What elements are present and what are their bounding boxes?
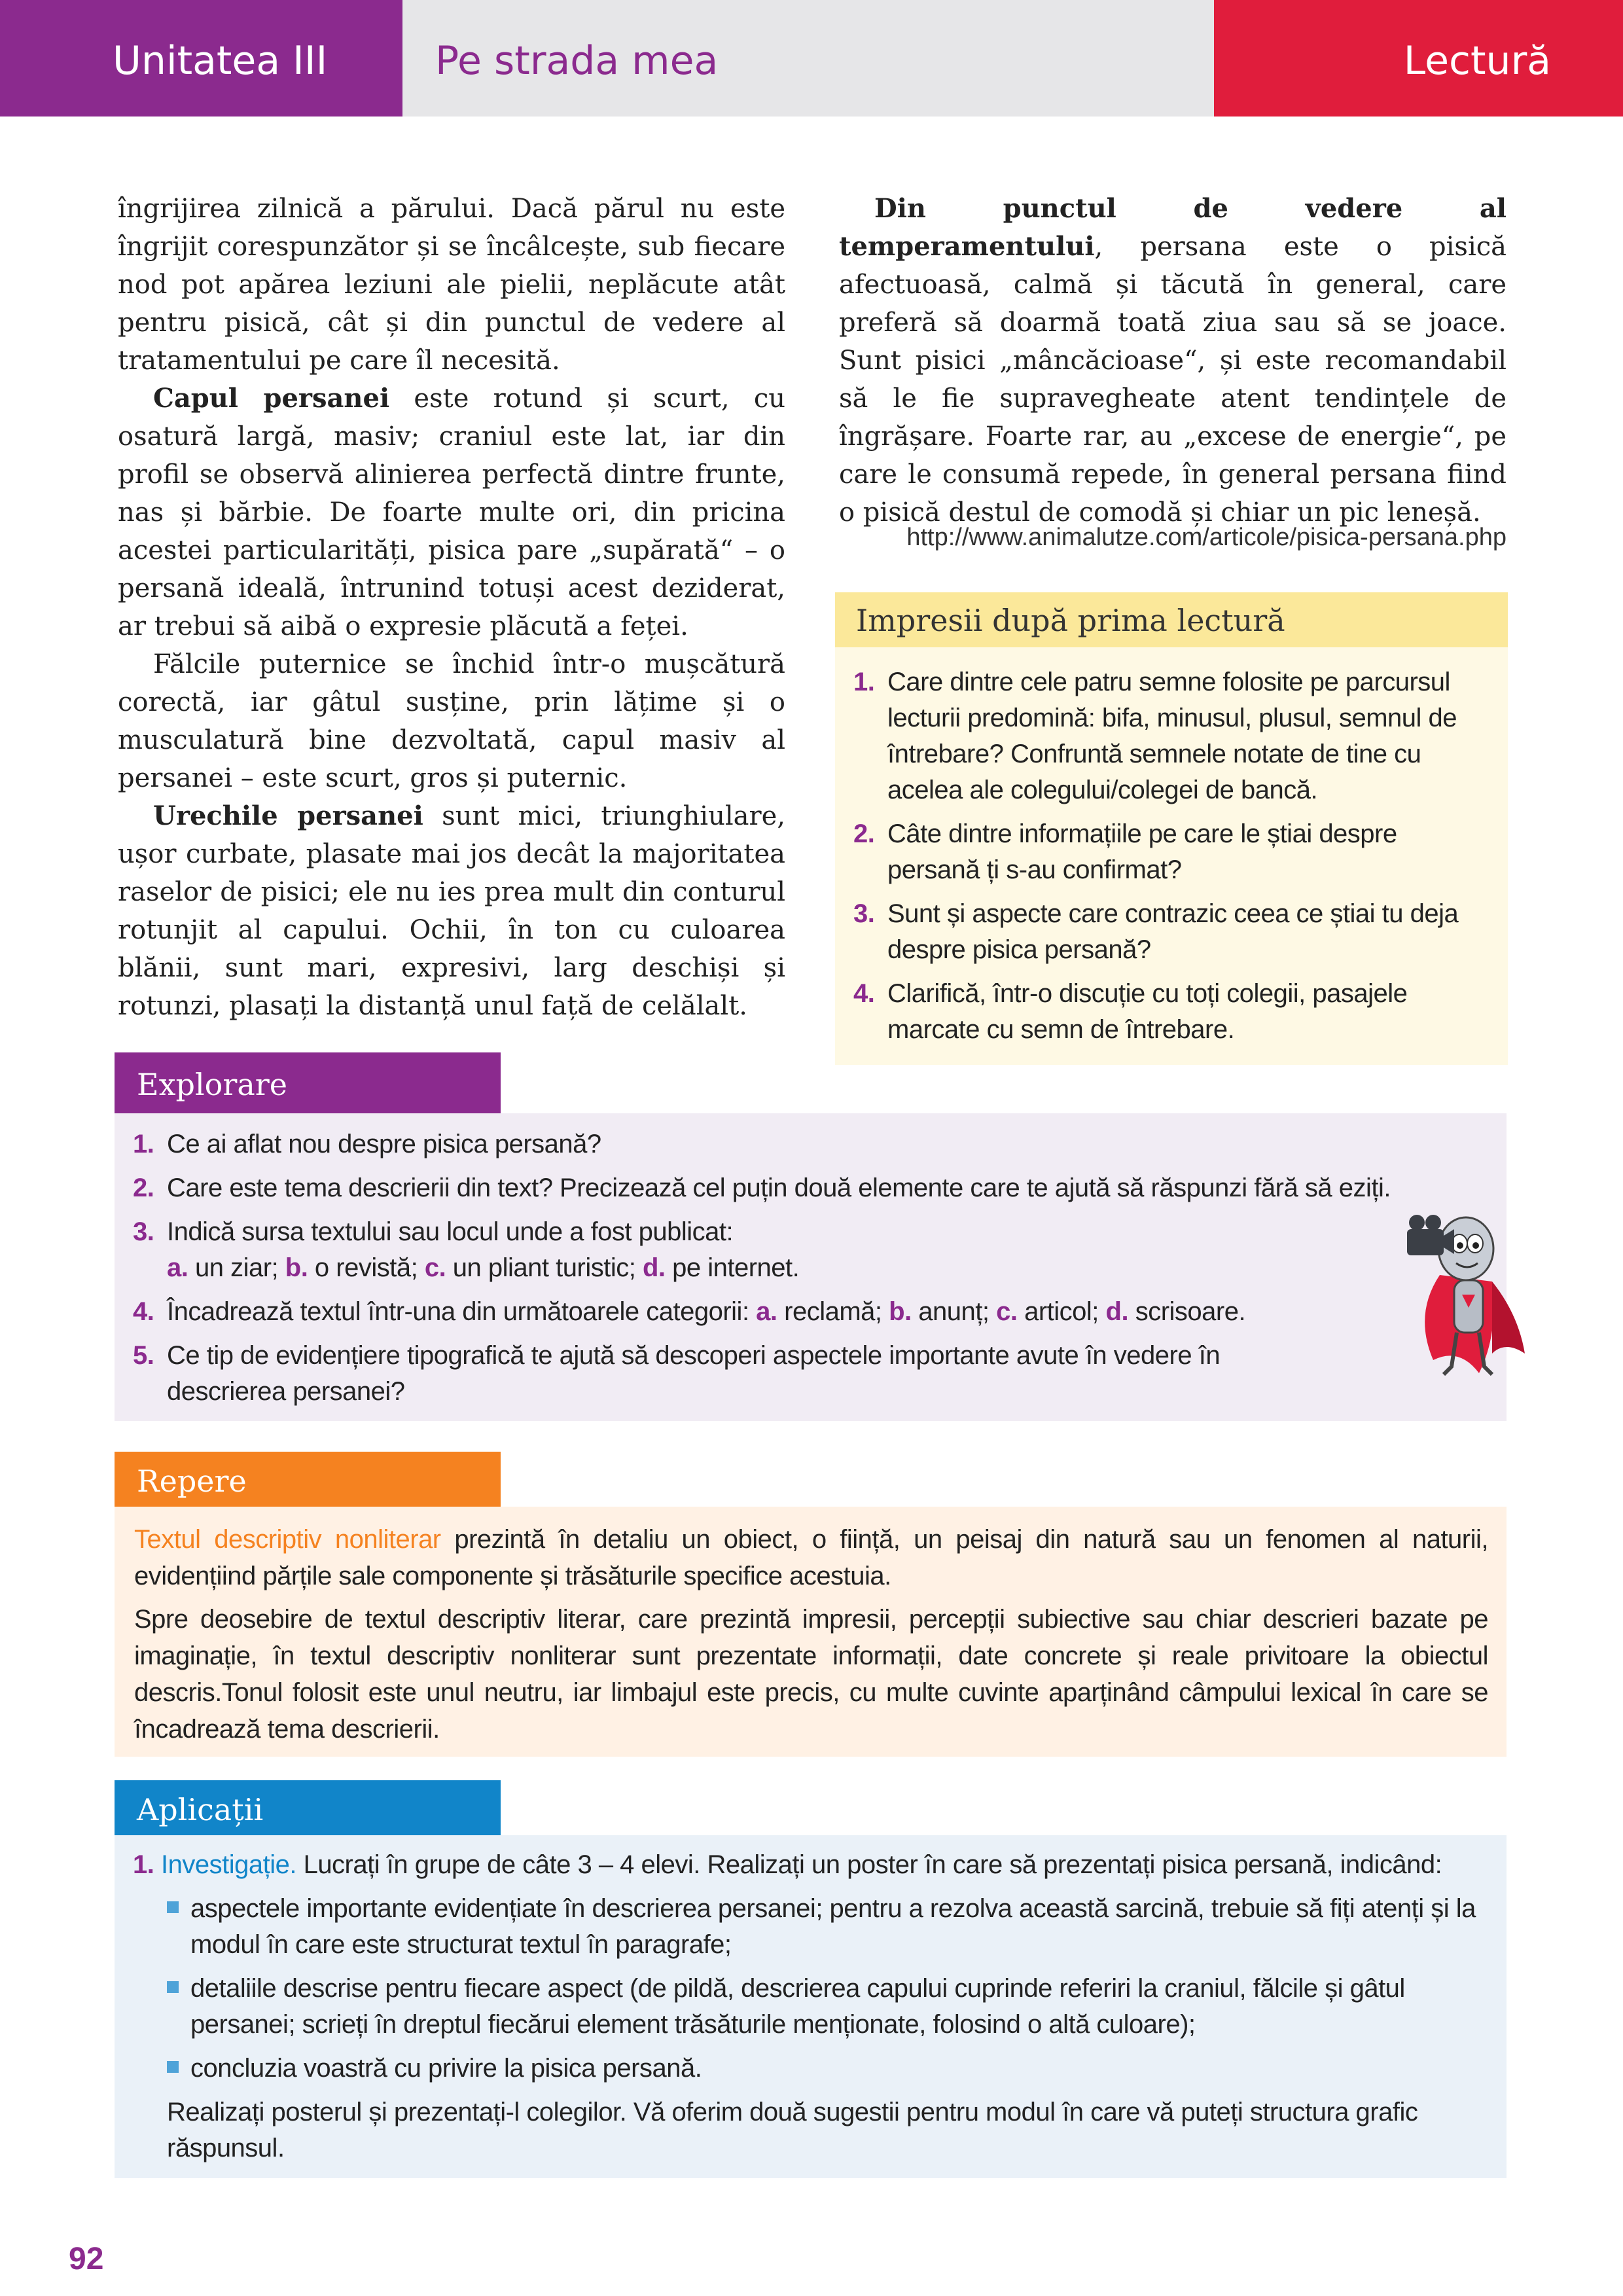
question-text: Indică sursa textului sau locul unde a fost publicat: bbox=[167, 1217, 734, 1246]
paragraph: Fălcile puternice se închid într-o mușcătură corectă, iar gâtul susține, prin lățime și o musculatură bine dezvoltată, capul masiv al persanei – este scurt, gros și puternic. bbox=[118, 649, 785, 793]
item-number: 4. bbox=[853, 979, 875, 1008]
paragraph-text: este rotund și scurt, cu osatură largă, masiv; craniul este lat, iar din profil se observă alinierea perfectă dintre frunte, nas și bărbie. De foarte multe ori, din pricina acestei particularități, pisica pare „supărată“ – o persană ideală, întrunind totuși acest deziderat, ar trebui să aibă o expresie plăcută a feței. bbox=[118, 384, 785, 641]
list-item bbox=[853, 664, 1488, 808]
question-item bbox=[133, 1338, 1507, 1410]
question-text: Care este tema descrierii din text? Precizează cel puțin două elemente care te ajută să răspunzi fără să eziți. bbox=[167, 1174, 1391, 1202]
unit-text: Unitatea III bbox=[113, 38, 328, 84]
paragraph bbox=[118, 797, 785, 1025]
paragraph bbox=[115, 1507, 1507, 1594]
option-letter: b. bbox=[285, 1253, 308, 1282]
repere-heading bbox=[115, 1452, 501, 1507]
left-text-column bbox=[118, 190, 785, 1025]
option-letter: c. bbox=[996, 1297, 1018, 1326]
option-text: un pliant turistic; bbox=[446, 1253, 643, 1282]
option-letter: a. bbox=[167, 1253, 188, 1282]
option-text: reclamă; bbox=[777, 1297, 889, 1326]
option-letter: d. bbox=[642, 1253, 666, 1282]
option-letter: d. bbox=[1105, 1297, 1129, 1326]
task-label: Investigație. bbox=[160, 1850, 296, 1879]
bold-term: Urechile persanei bbox=[153, 800, 423, 831]
option-text: anunț; bbox=[911, 1297, 997, 1326]
question-text: Ce tip de evidențiere tipografică te ajută să descoperi aspectele importante avute în vedere în descrierea persanei? bbox=[167, 1341, 1221, 1406]
repere-panel bbox=[115, 1507, 1507, 1757]
paragraph: îngrijirea zilnică a părului. Dacă părul nu este îngrijit corespunzător și se încâlcește, sub fiecare nod pot apărea leziuni ale pielii, neplăcute atât pentru pisică, cât și din punctul de vedere al tratamentului pe care îl necesită. bbox=[118, 194, 785, 376]
square-bullet-icon bbox=[167, 1901, 179, 1913]
bullet-item bbox=[167, 2051, 1487, 2087]
robot-mascot-illustration bbox=[1394, 1203, 1538, 1386]
item-number: 3. bbox=[853, 899, 875, 928]
page-number: 92 bbox=[69, 2242, 104, 2276]
impressions-heading bbox=[835, 592, 1508, 647]
bullet-text: aspectele importante evidențiate în descrierea persanei; pentru a rezolva această sarcină, trebuie să fiți atenți și la modul în care este structurat textul în paragrafe; bbox=[190, 1894, 1476, 1959]
item-text: Care dintre cele patru semne folosite pe parcursul lecturii predomină: bifa, minusul, plusul, semnul de întrebare? Confruntă semnele notate de tine cu acelea ale colegului/colegei de bancă. bbox=[887, 668, 1457, 804]
square-bullet-icon bbox=[167, 2061, 179, 2073]
option-text: o revistă; bbox=[308, 1253, 425, 1282]
bold-term: Din punctul de vedere al temperamentului bbox=[839, 193, 1507, 262]
question-number: 5. bbox=[133, 1341, 154, 1370]
source-url: http://www.animalutze.com/articole/pisica-persana.php bbox=[906, 524, 1507, 551]
list-item bbox=[853, 816, 1488, 888]
option-text: articol; bbox=[1017, 1297, 1106, 1326]
right-text-column bbox=[839, 190, 1507, 531]
bullet-text: concluzia voastră cu privire la pisica persană. bbox=[190, 2054, 702, 2083]
chapter-title-text: Pe strada mea bbox=[435, 38, 719, 84]
unit-label bbox=[0, 0, 402, 117]
bullet-item bbox=[167, 1971, 1487, 2043]
task-text: Lucrați în grupe de câte 3 – 4 elevi. Realizați un poster în care să prezentați pisica persană, indicând: bbox=[296, 1850, 1442, 1879]
list-item bbox=[853, 976, 1488, 1048]
paragraph bbox=[118, 380, 785, 645]
bold-term: Capul persanei bbox=[153, 383, 390, 414]
option-text: pe internet. bbox=[665, 1253, 800, 1282]
question-number: 4. bbox=[133, 1297, 154, 1326]
item-text: Câte dintre informațiile pe care le știai despre persană ți s-au confirmat? bbox=[887, 819, 1397, 884]
repere-title: Repere bbox=[137, 1463, 247, 1499]
item-text: Sunt și aspecte care contrazic ceea ce știai tu deja despre pisica persană? bbox=[887, 899, 1459, 964]
chapter-title bbox=[402, 0, 1214, 117]
bullet-text: detaliile descrise pentru fiecare aspect (de pildă, descrierea capului cuprinde referiri la craniul, fălcile și gâtul persanei; scrieți în dreptul fiecărui element trăsăturile menționate, folosind o altă culoare); bbox=[190, 1974, 1405, 2039]
option-letter: c. bbox=[424, 1253, 446, 1282]
exploration-title: Explorare bbox=[137, 1067, 287, 1102]
question-number: 3. bbox=[133, 1217, 154, 1246]
section-label bbox=[1214, 0, 1623, 117]
impressions-title: Impresii după prima lectură bbox=[856, 603, 1285, 638]
question-number: 1. bbox=[133, 1130, 154, 1158]
paragraph: Spre deosebire de textul descriptiv literar, care prezintă impresii, percepții subiective sau chiar descrieri bazate pe imaginație, în textul descriptiv nonliterar sunt prezentate informații, date concrete și reale privitoare la obiectul descris.Tonul folosit este unul neutru, iar limbajul este precis, cu multe cuvinte aparținând câmpului lexical în care se încadrează tema descrierii. bbox=[134, 1605, 1488, 1744]
question-text: Ce ai aflat nou despre pisica persană? bbox=[167, 1130, 601, 1158]
paragraph bbox=[839, 190, 1507, 531]
bullet-item bbox=[167, 1891, 1487, 1963]
paragraph-text: , persana este o pisică afectuoasă, calmă și tăcută în general, care preferă să doarmă toată ziua sau să se joace. Sunt pisici „mâncăcioase“, și este recomandabil să le fie supravegheate atent tendințele de îngrășare. Foarte rar, au „excese de energie“, pe care le consumă repede, în general persana fiind o pisică destul de comodă și chiar un pic leneșă. bbox=[839, 232, 1507, 528]
question-item bbox=[133, 1170, 1507, 1206]
option-letter: a. bbox=[756, 1297, 777, 1326]
question-item bbox=[133, 1294, 1507, 1330]
item-number: 2. bbox=[853, 819, 875, 848]
question-options bbox=[133, 1253, 799, 1282]
section-text: Lectură bbox=[1403, 38, 1551, 84]
question-number: 2. bbox=[133, 1174, 154, 1202]
task-number: 1. bbox=[133, 1850, 154, 1879]
list-item bbox=[853, 896, 1488, 968]
applications-heading bbox=[115, 1780, 501, 1835]
paragraph-text: sunt mici, triunghiulare, ușor curbate, plasate mai jos decât la majoritatea raselor de pisici; ele nu ies prea mult din conturul rotunjit al capului. Ochii, în ton cu culoarea blănii, sunt mari, expresivi, larg deschiși și rotunzi, plasați la distanță unul față de celălalt. bbox=[118, 801, 785, 1021]
item-text: Clarifică, într-o discuție cu toți colegii, pasajele marcate cu semn de întrebare. bbox=[887, 979, 1408, 1044]
applications-title: Aplicații bbox=[137, 1792, 264, 1827]
exploration-panel bbox=[115, 1113, 1507, 1421]
question-text: Încadrează textul într-una din următoarele categorii: bbox=[167, 1297, 757, 1326]
impressions-panel bbox=[835, 647, 1508, 1065]
item-number: 1. bbox=[853, 668, 875, 696]
question-item bbox=[133, 1214, 1507, 1286]
paragraph-text: prezintă în detaliu un obiect, o ființă, un peisaj din natură sau un fenomen al naturii, evidențiind părțile sale componente și trăsăturile specifice acestuia. bbox=[134, 1525, 1489, 1590]
highlighted-term: Textul descriptiv nonliterar bbox=[134, 1525, 441, 1554]
option-letter: b. bbox=[889, 1297, 912, 1326]
task-closing: Realizați posterul și prezentați-l colegilor. Vă oferim două sugestii pentru modul în care vă puteți structura grafic răspunsul. bbox=[167, 2098, 1418, 2162]
task-intro bbox=[115, 1835, 1507, 1883]
option-text: scrisoare. bbox=[1128, 1297, 1246, 1326]
question-item bbox=[133, 1126, 1507, 1162]
exploration-heading bbox=[115, 1052, 501, 1113]
option-text: un ziar; bbox=[188, 1253, 285, 1282]
applications-panel bbox=[115, 1835, 1507, 2178]
square-bullet-icon bbox=[167, 1981, 179, 1993]
